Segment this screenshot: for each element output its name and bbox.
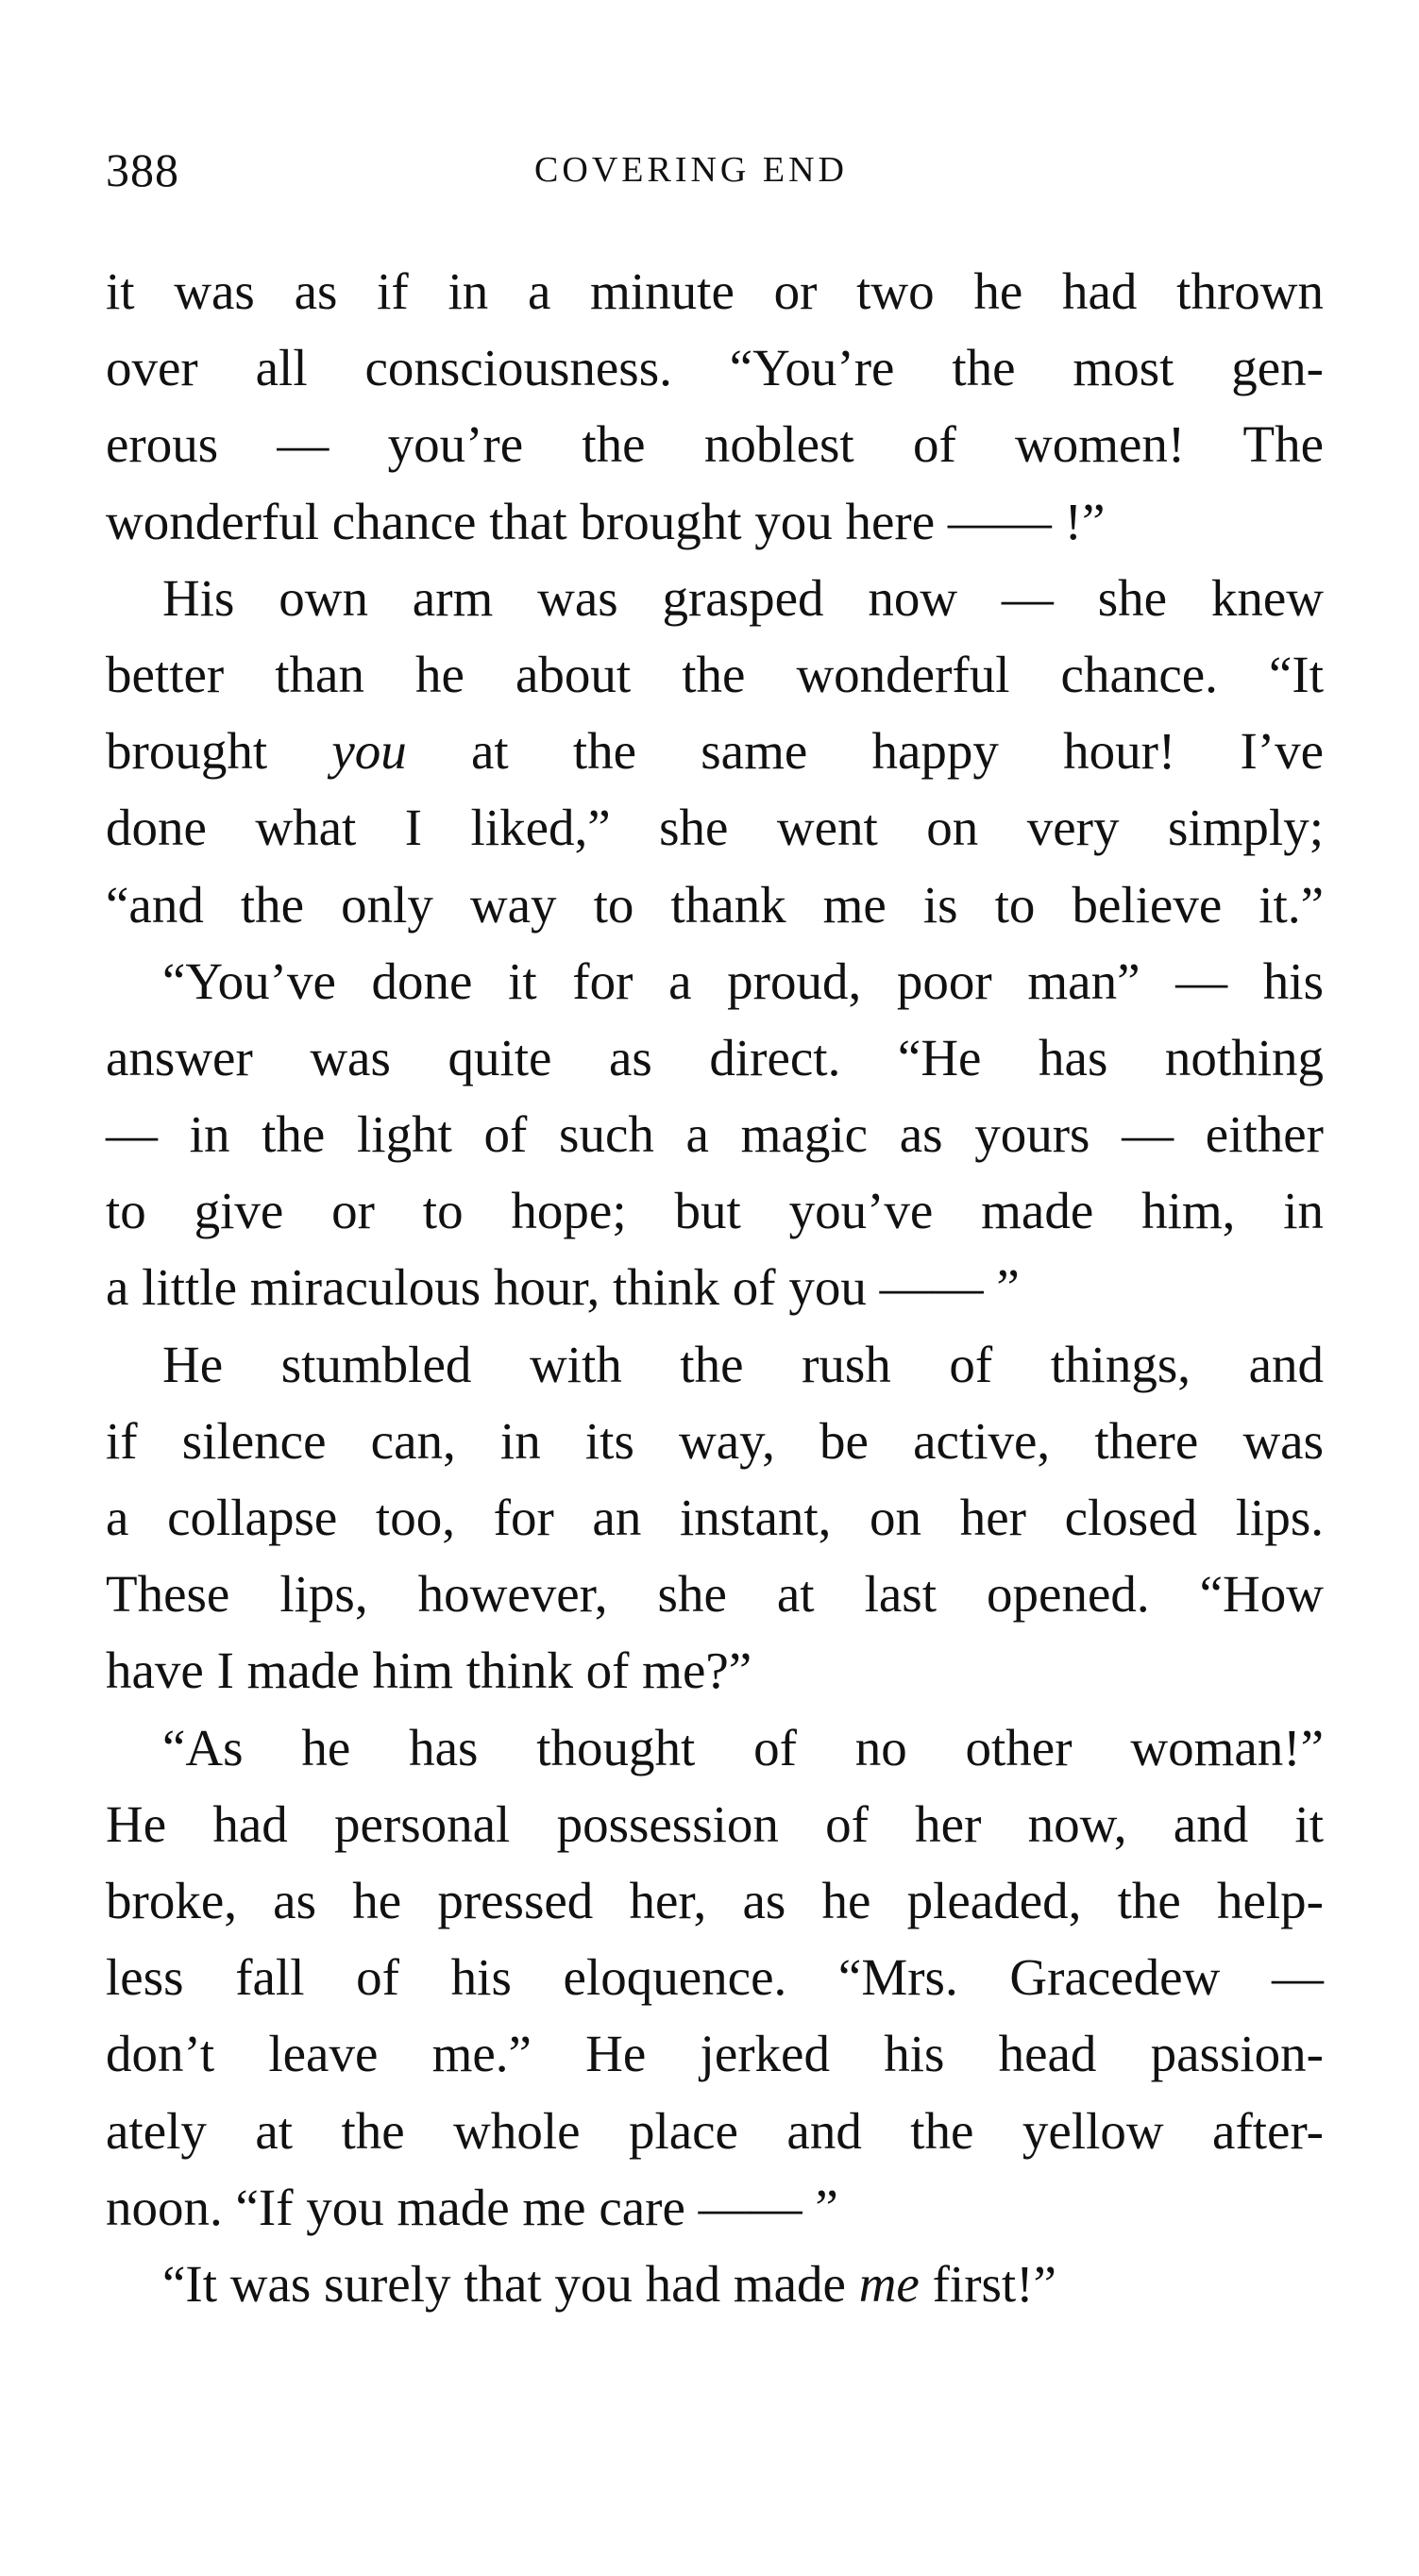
- text-segment: brought: [106, 722, 332, 781]
- text-line: — in the light of such a magic as yours — either: [106, 1105, 1324, 1164]
- text-line: less fall of his eloquence. “Mrs. Gracedew —: [106, 1948, 1324, 2007]
- text-segment: first!”: [919, 2254, 1056, 2313]
- text-line: ately at the whole place and the yellow after-: [106, 2101, 1324, 2160]
- page-header: [106, 140, 1324, 200]
- text-line: a little miraculous hour, think of you —— ”: [106, 1258, 1020, 1317]
- text-line: answer was quite as direct. “He has nothing: [106, 1028, 1324, 1086]
- text-line: noon. “If you made me care —— ”: [106, 2178, 838, 2236]
- page-number: 388: [106, 143, 179, 196]
- text-line: These lips, however, she at last opened. “How: [106, 1565, 1324, 1624]
- text-line: to give or to hope; but you’ve made him, in: [106, 1182, 1324, 1240]
- text-line: if silence can, in its way, be active, there was: [106, 1411, 1324, 1470]
- text-line: over all consciousness. “You’re the most gen-: [106, 339, 1324, 397]
- text-line: “and the only way to thank me is to believe it.”: [106, 875, 1324, 934]
- italic-word: you: [331, 722, 407, 781]
- text-line: erous — you’re the noblest of women! The: [106, 415, 1324, 474]
- text-line: broke, as he pressed her, as he pleaded, the help-: [106, 1871, 1324, 1929]
- text-line: have I made him think of me?”: [106, 1642, 752, 1700]
- text-segment: “It was surely that you had made: [162, 2254, 859, 2313]
- text-line: His own arm was grasped now — she knew: [162, 568, 1324, 627]
- text-line: wonderful chance that brought you here —— !”: [106, 492, 1106, 550]
- text-line: [106, 2246, 1324, 2322]
- text-line: better than he about the wonderful chance. “It: [106, 645, 1324, 703]
- text-line: [106, 713, 1324, 789]
- body-text: [106, 253, 1324, 2322]
- text-line: “You’ve done it for a proud, poor man” — his: [162, 951, 1324, 1010]
- italic-word: me: [858, 2254, 920, 2313]
- text-line: a collapse too, for an instant, on her closed lips.: [106, 1489, 1324, 1546]
- text-line: He had personal possession of her now, and it: [106, 1794, 1324, 1853]
- text-line: it was as if in a minute or two he had thrown: [106, 262, 1324, 320]
- running-head: COVERING END: [534, 150, 848, 190]
- text-segment: at the same happy hour! I’ve: [406, 722, 1324, 781]
- text-line: He stumbled with the rush of things, and: [162, 1335, 1324, 1393]
- text-line: “As he has thought of no other woman!”: [162, 1718, 1324, 1776]
- text-line: don’t leave me.” He jerked his head passion-: [106, 2025, 1324, 2083]
- text-line: done what I liked,” she went on very simply;: [106, 799, 1324, 857]
